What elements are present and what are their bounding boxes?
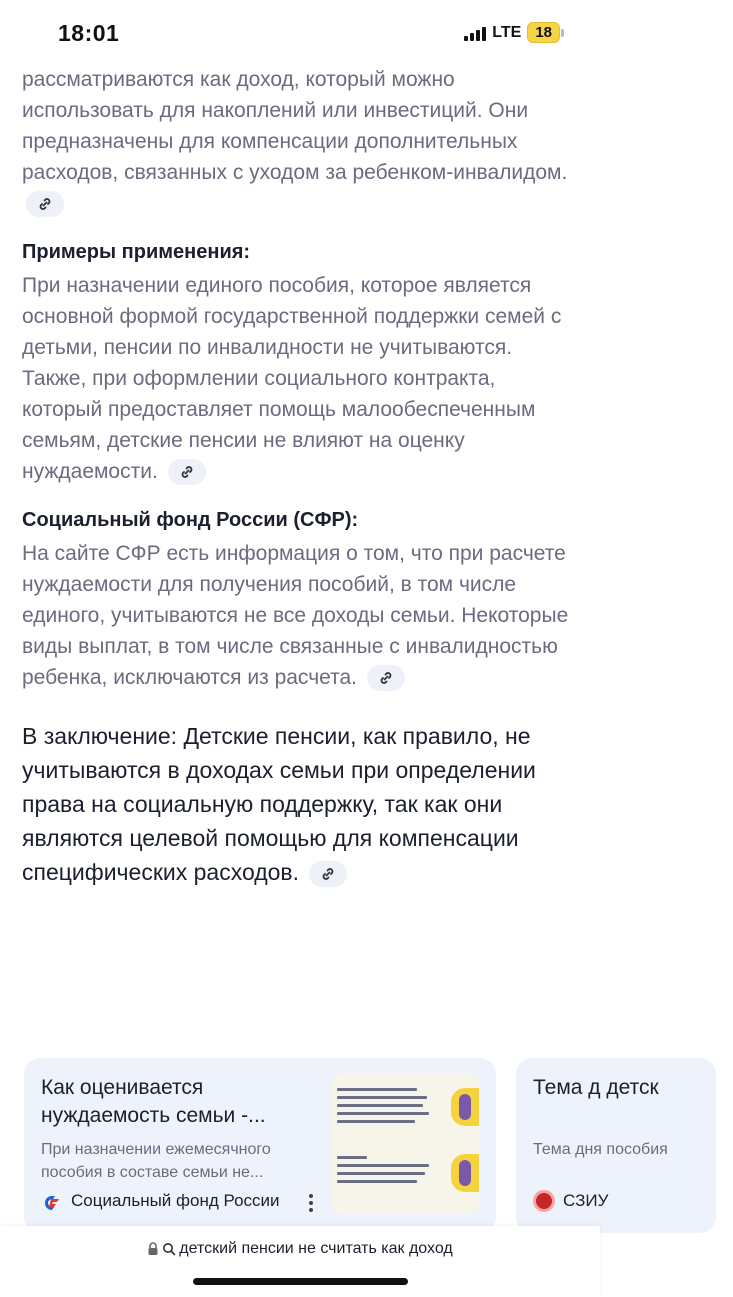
- card-snippet: При назначении ежемесячного пособия в составе семьи не...: [41, 1141, 271, 1181]
- intro-paragraph: [22, 64, 572, 219]
- network-label: LTE: [492, 23, 522, 41]
- conclusion-text: В заключение: Детские пенсии, как правило, не учитываются в доходах семьи при определении права на социальную поддержку, так как они являются целевой помощью для компенсации специфических расходов.: [22, 723, 536, 885]
- address-query: детский пенсии не считать как доход: [179, 1240, 453, 1257]
- card-snippet: Тема дня пособия: [533, 1141, 668, 1158]
- source-link-chip[interactable]: [309, 861, 347, 887]
- card-source-label: СЗИУ: [563, 1191, 609, 1210]
- intro-text: рассматриваются как доход, который можно использовать для накоплений или инвестиций. Они предназначены для компенсации дополнительных расходов, связанных с уходом за ребенком-инвалидом.: [22, 68, 568, 184]
- link-icon: [378, 670, 394, 686]
- section-examples: [22, 241, 572, 487]
- section-sfr: [22, 509, 572, 693]
- source-cards-carousel[interactable]: [24, 1058, 668, 1228]
- address-field[interactable]: [0, 1240, 600, 1258]
- card-title: Как оценивается нуждаемость семьи -...: [41, 1076, 266, 1127]
- status-indicators: [464, 22, 560, 43]
- card-title: Тема д детск: [533, 1076, 659, 1099]
- address-bar[interactable]: [0, 1226, 600, 1297]
- article-content: [22, 64, 572, 889]
- lock-icon: [147, 1242, 159, 1256]
- source-card[interactable]: [516, 1058, 716, 1233]
- status-bar: [0, 0, 600, 68]
- card-source: [41, 1190, 280, 1212]
- battery-icon: 18: [527, 22, 560, 43]
- link-icon: [37, 196, 53, 212]
- sfr-logo-icon: [41, 1190, 63, 1212]
- source-link-chip[interactable]: [367, 665, 405, 691]
- card-source-label: Социальный фонд России: [71, 1191, 280, 1210]
- section-heading: Примеры применения:: [22, 241, 251, 263]
- signal-icon: [464, 25, 486, 41]
- status-time: 18:01: [58, 20, 120, 46]
- source-link-chip[interactable]: [168, 459, 206, 485]
- source-link-chip[interactable]: [26, 191, 64, 217]
- search-icon: [162, 1242, 176, 1256]
- conclusion-paragraph: [22, 719, 572, 889]
- link-icon: [179, 464, 195, 480]
- section-heading: Социальный фонд России (СФР):: [22, 509, 359, 531]
- sziu-logo-icon: [533, 1190, 555, 1212]
- card-thumbnail: [331, 1074, 479, 1214]
- section-paragraph: [22, 270, 572, 487]
- section-paragraph: [22, 538, 572, 693]
- link-icon: [320, 866, 336, 882]
- home-indicator[interactable]: [193, 1278, 408, 1285]
- source-card[interactable]: [24, 1058, 496, 1233]
- section-text: При назначении единого пособия, которое является основной формой государственной поддержки семей с детьми, пенсии по инвалидности не учитываются. Также, при оформлении социального контракта, который предоставляет помощь малообеспеченным семьям, детские пенсии не влияют на оценку нуждаемости.: [22, 274, 562, 483]
- section-text: На сайте СФР есть информация о том, что при расчете нуждаемости для получения пособий, в том числе единого, учитываются не все доходы семьи. Некоторые виды выплат, в том числе связанные с инвалидностью ребенка, исключаются из расчета.: [22, 542, 569, 689]
- card-source: [533, 1190, 608, 1212]
- more-options-icon[interactable]: [304, 1192, 318, 1214]
